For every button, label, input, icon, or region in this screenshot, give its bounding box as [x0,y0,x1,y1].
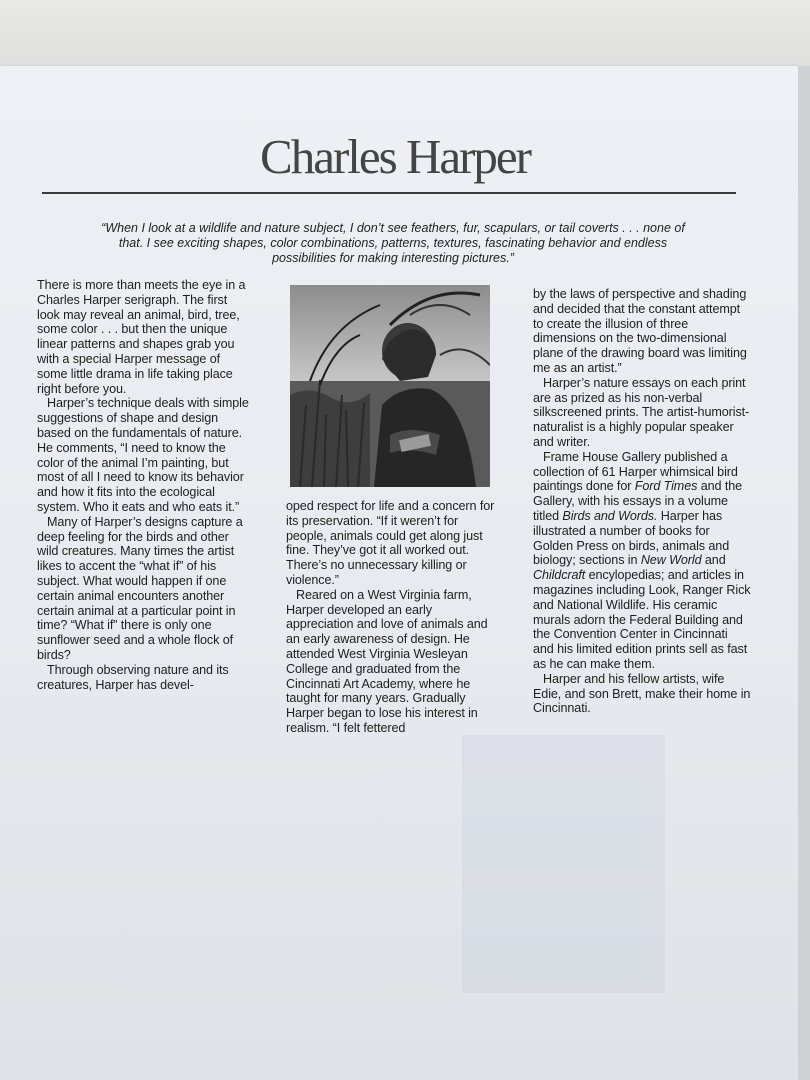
page-edge [798,66,810,1080]
column-3 [533,287,751,716]
portrait-photo-icon [290,285,490,487]
paragraph: Through observing nature and its creatures, Harper has devel- [37,662,229,692]
paragraph: Harper’s nature essays on each print are as prized as his non-verbal silkscreened prints. The artist-humorist-naturalist is a highly popular speaker and writer. [533,375,750,449]
show-through-shadow [462,735,665,993]
title-rule [42,192,736,194]
pull-quote: “When I look at a wildlife and nature subject, I don’t see feathers, fur, scapulars, or tail coverts . . . none of that. I see exciting shapes, color combinations, patterns, textures, fascinating behavior and endless possibilities for making interesting pictures.” [101,221,685,265]
page-title: Charles Harper [260,129,530,184]
book-title: Childcraft [533,568,586,583]
paragraph: Many of Harper’s designs capture a deep feeling for the birds and other wild creatures. Many times the artist likes to accent the “what if” of his subject. What would happen if one certain animal encounters another certain animal at a particular point in time? “What if” there is only one sunflower seed and a whole flock of birds? [37,514,243,662]
text-run: Frame House Gallery published a collection of 61 Harper whimsical bird paintings done for [533,449,738,494]
book-title: New World [640,553,702,568]
paragraph: Reared on a West Virginia farm, Harper developed an early appreciation and love of animals and an early awareness of design. He attended West Virginia Wesleyan College and graduated from the Cincinnati Art Academy, where he taught for many years. Gradually Harper began to lose his interest in realism. “I felt fettered [286,587,488,735]
book-title: Birds and Words. [562,508,658,523]
text-run: Harper has illustrated a number of books for Golden Press on birds, animals and biology; sections in [533,508,730,568]
column-1 [37,278,253,692]
text-run: and the Gallery, with his essays in a volume titled [533,479,743,523]
book-title: Ford Times [634,479,698,494]
background-wall [0,0,810,70]
column-2 [286,499,496,736]
paragraph: Harper’s technique deals with simple suggestions of shape and design based on the fundamentals of nature. He comments, “I need to know the color of the animal I’m painting, but most of all I need to know its behavior and how it fits into the ecological system. Who it eats and who eats it.” [37,396,249,514]
artist-photo [290,285,490,487]
paragraph [533,450,751,672]
paragraph: There is more than meets the eye in a Charles Harper serigraph. The first look may reveal an animal, bird, tree, some color . . . but then the unique linear patterns and shapes grab you with a special Harper message of some little drama in life taking place right before you. [37,278,246,396]
paragraph: Harper and his fellow artists, wife Edie, and son Brett, make their home in Cincinnati. [533,671,751,716]
text-run: and [701,553,726,568]
paragraph: by the laws of perspective and shading and decided that the constant attempt to create the illusion of three dimensions on the two-dimensional plane of the drawing board was limiting me as an artist.” [533,287,747,375]
paragraph: oped respect for life and a concern for its preservation. “If it weren’t for people, animals could get along just fine. They’ve got it all worked out. There’s no unnecessary killing or violence.” [286,499,495,587]
text-run: encylopedias; and articles in magazines including Look, Ranger Rick and National Wildlife. His ceramic murals adorn the Federal Building and the Convention Center in Cincinnati and his limited edition prints sell as fast as he can make them. [533,568,751,671]
